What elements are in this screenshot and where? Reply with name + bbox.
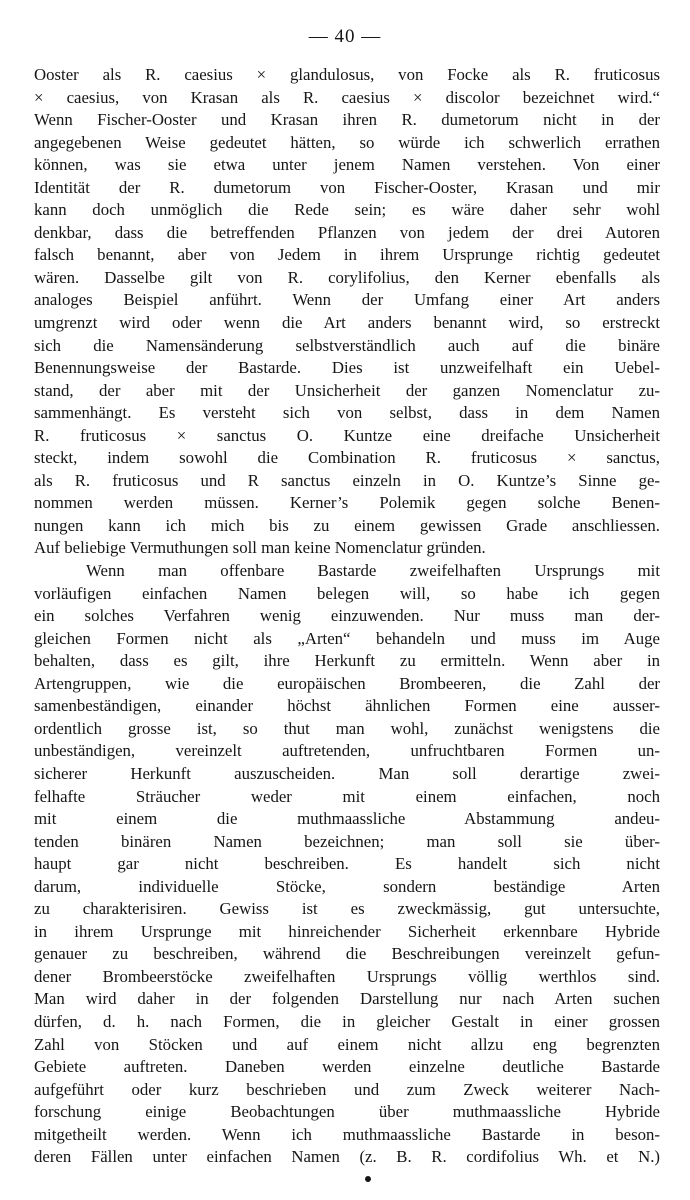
text-line: umgrenzt wird oder wenn die Art anders benannt wird, so erstreckt: [34, 313, 660, 333]
text-line: sammenhängt. Es versteht sich von selbst, dass in dem Namen: [34, 403, 660, 423]
text-line: haupt gar nicht beschreiben. Es handelt sich nicht: [34, 854, 660, 874]
text-line: tenden binären Namen bezeichnen; man soll sie über-: [34, 831, 660, 851]
text-line: angegebenen Weise gedeutet hätten, so würde ich schwerlich errathen: [34, 132, 660, 152]
text-line: nungen kann ich mich bis zu einem gewissen Grade anschliessen.: [34, 515, 660, 535]
text-line: darum, individuelle Stöcke, sondern beständige Arten: [34, 876, 660, 896]
text-line: falsch benannt, aber von Jedem in ihrem Ursprunge richtig gedeutet: [34, 245, 660, 265]
text-line: als R. fruticosus und R sanctus einzeln in O. Kuntze’s Sinne ge-: [34, 470, 660, 490]
paragraph-start-line: Wenn man offenbare Bastarde zweifelhaften Ursprungs mit: [86, 561, 660, 581]
text-line: ein solches Verfahren wenig einzuwenden. Nur muss man der-: [34, 606, 660, 626]
text-line: dürfen, d. h. nach Formen, die in gleicher Gestalt in einer grossen: [34, 1011, 660, 1031]
text-line: genauer zu beschreiben, während die Beschreibungen vereinzelt gefun-: [34, 944, 660, 964]
text-line: Ooster als R. caesius × glandulosus, von Focke als R. fruticosus: [34, 65, 660, 84]
text-line: nommen werden müssen. Kerner’s Polemik gegen solche Benen-: [34, 493, 660, 513]
text-line: steckt, indem sowohl die Combination R. fruticosus × sanctus,: [34, 448, 660, 468]
text-line: behalten, dass es gilt, ihre Herkunft zu ermitteln. Wenn aber in: [34, 651, 660, 671]
text-line: Man wird daher in der folgenden Darstellung nur nach Arten suchen: [34, 989, 660, 1009]
text-line: kann doch unmöglich die Rede sein; es wäre daher sehr wohl: [34, 200, 660, 220]
text-line: deren Fällen unter einfachen Namen (z. B. R. cordifolius Wh. et N.): [34, 1147, 660, 1167]
text-line: ordentlich grosse ist, so thut man wohl, zunächst wenigstens die: [34, 718, 660, 738]
text-line: gleichen Formen nicht als „Arten“ behandeln und muss im Auge: [34, 628, 660, 648]
text-line: samenbeständigen, einander höchst ähnlichen Formen eine ausser-: [34, 696, 660, 716]
text-line: Benennungsweise der Bastarde. Dies ist unzweifelhaft ein Uebel-: [34, 358, 660, 378]
page-number: — 40 —: [308, 26, 382, 47]
text-line: mit einem die muthmaassliche Abstammung andeu-: [34, 809, 660, 829]
body-text: [34, 64, 660, 1169]
text-line: sich die Namensänderung selbstverständlich auch auf die binäre: [34, 335, 660, 355]
text-line: dener Brombeerstöcke zweifelhaften Ursprungs völlig werthlos sind.: [34, 966, 660, 986]
footer-dot: [365, 1176, 371, 1182]
text-line: denkbar, dass die betreffenden Pflanzen von jedem der drei Autoren: [34, 222, 660, 242]
text-line: Identität der R. dumetorum von Fischer-Ooster, Krasan und mir: [34, 177, 660, 197]
text-line: unbeständigen, vereinzelt auftretenden, unfruchtbaren Formen un-: [34, 741, 660, 761]
text-line: felhafte Sträucher weder mit einem einfachen, noch: [34, 786, 660, 806]
text-line: wären. Dasselbe gilt von R. corylifolius, den Kerner ebenfalls als: [34, 267, 660, 287]
text-line: Wenn Fischer-Ooster und Krasan ihren R. dumetorum nicht in der: [34, 110, 660, 130]
text-line: × caesius, von Krasan als R. caesius × discolor bezeichnet wird.“: [34, 87, 660, 107]
text-line: zu charakterisiren. Gewiss ist es zweckmässig, gut untersuchte,: [34, 899, 660, 919]
text-line: mitgetheilt werden. Wenn ich muthmaassliche Bastarde in beson-: [34, 1124, 660, 1144]
text-line: Artengruppen, wie die europäischen Brombeeren, die Zahl der: [34, 673, 660, 693]
paragraph-end-line: Auf beliebige Vermuthungen soll man keine Nomenclatur gründen.: [34, 538, 486, 558]
text-line: Zahl von Stöcken und auf einem nicht allzu eng begrenzten: [34, 1034, 660, 1054]
text-line: analoges Beispiel anführt. Wenn der Umfang einer Art anders: [34, 290, 660, 310]
text-line: aufgeführt oder kurz beschrieben und zum Zweck weiterer Nach-: [34, 1079, 660, 1099]
text-line: sicherer Herkunft auszuscheiden. Man soll derartige zwei-: [34, 763, 660, 783]
text-line: forschung einige Beobachtungen über muthmaassliche Hybride: [34, 1102, 660, 1122]
text-line: Gebiete auftreten. Daneben werden einzelne deutliche Bastarde: [34, 1057, 660, 1077]
text-line: vorläufigen einfachen Namen belegen will, so habe ich gegen: [34, 583, 660, 603]
text-line: stand, der aber mit der Unsicherheit der ganzen Nomenclatur zu-: [34, 380, 660, 400]
text-line: R. fruticosus × sanctus O. Kuntze eine dreifache Unsicherheit: [34, 425, 660, 445]
text-line: können, was sie etwa unter jenem Namen verstehen. Von einer: [34, 155, 660, 175]
text-line: in ihrem Ursprunge mit hinreichender Sicherheit erkennbare Hybride: [34, 921, 660, 941]
